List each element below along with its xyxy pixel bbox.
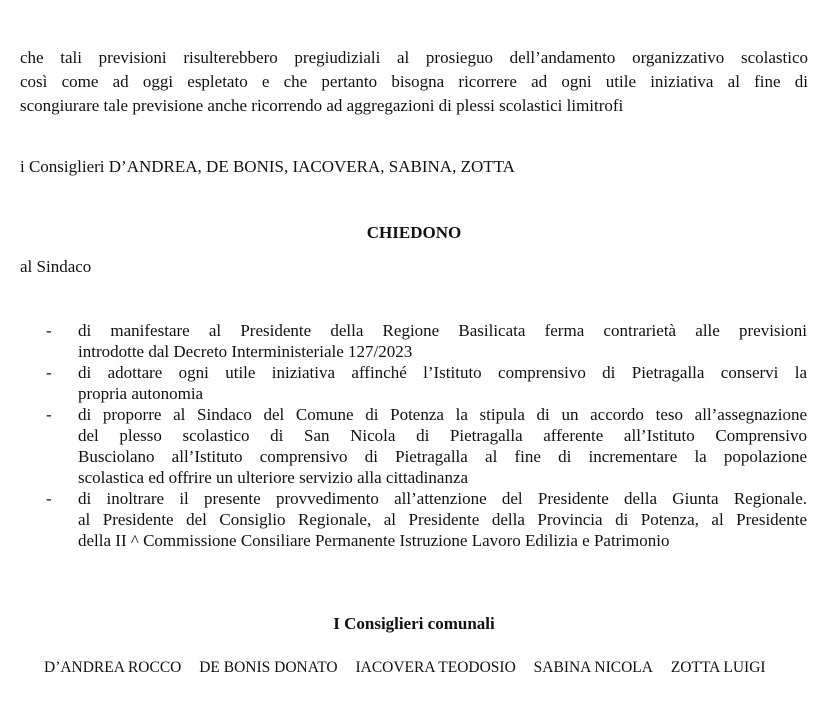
request-text: [78, 362, 807, 404]
intro-line: scongiurare tale previsione anche ricorrendo ad aggregazioni di plessi scolastici limitrofi: [20, 96, 624, 115]
intro-line: che tali previsioni risulterebbero pregiudiziali al prosieguo dell’andamento organizzativo scolastico: [20, 48, 808, 67]
signer-name: D’ANDREA ROCCO: [44, 659, 182, 676]
request-line: di inoltrare il presente provvedimento all’attenzione del Presidente della Giunta Regionale.: [78, 489, 807, 508]
list-dash: -: [46, 489, 52, 508]
intro-paragraph: [20, 46, 808, 118]
request-heading: CHIEDONO: [366, 223, 462, 242]
request-item: [0, 362, 828, 404]
list-dash: -: [46, 405, 52, 424]
signer-name: SABINA NICOLA: [533, 659, 653, 676]
recipient-line: al Sindaco: [20, 257, 92, 276]
request-line: scolastica ed offrire un ulteriore servizio alla cittadinanza: [78, 468, 469, 487]
request-item: [0, 404, 828, 488]
request-line: di adottare ogni utile iniziativa affinché l’Istituto comprensivo di Pietragalla conservi la: [78, 363, 807, 382]
list-dash: -: [46, 321, 52, 340]
signers-heading: I Consiglieri comunali: [333, 614, 495, 633]
request-line: della II ^ Commissione Consiliare Permanente Istruzione Lavoro Edilizia e Patrimonio: [78, 531, 670, 550]
signer-names: [44, 657, 780, 679]
request-line: al Presidente del Consiglio Regionale, al Presidente della Provincia di Potenza, al Presidente: [78, 510, 807, 529]
request-text: [78, 488, 807, 551]
request-line: propria autonomia: [78, 384, 204, 403]
request-text: [78, 404, 807, 488]
request-line: introdotte dal Decreto Interministeriale 127/2023: [78, 342, 413, 361]
request-line: di proporre al Sindaco del Comune di Potenza la stipula di un accordo teso all’assegnazione: [78, 405, 807, 424]
request-line: del plesso scolastico di San Nicola di Pietragalla afferente all’Istituto Comprensivo: [78, 426, 807, 445]
request-line: Busciolano all’Istituto comprensivo di Pietragalla al fine di incrementare la popolazione: [78, 447, 807, 466]
request-text: [78, 320, 807, 362]
signer-name: DE BONIS DONATO: [199, 659, 338, 676]
request-item: [0, 488, 828, 551]
councillors-line: i Consiglieri D’ANDREA, DE BONIS, IACOVERA, SABINA, ZOTTA: [20, 157, 515, 176]
signer-name: ZOTTA LUIGI: [670, 659, 766, 676]
request-item: [0, 320, 828, 362]
list-dash: -: [46, 363, 52, 382]
intro-line: così come ad oggi espletato e che pertanto bisogna ricorrere ad ogni utile iniziativa al fine di: [20, 72, 808, 91]
request-list: [0, 320, 828, 551]
request-line: di manifestare al Presidente della Regione Basilicata ferma contrarietà alle previsioni: [78, 321, 807, 340]
signer-name: IACOVERA TEODOSIO: [355, 659, 516, 676]
